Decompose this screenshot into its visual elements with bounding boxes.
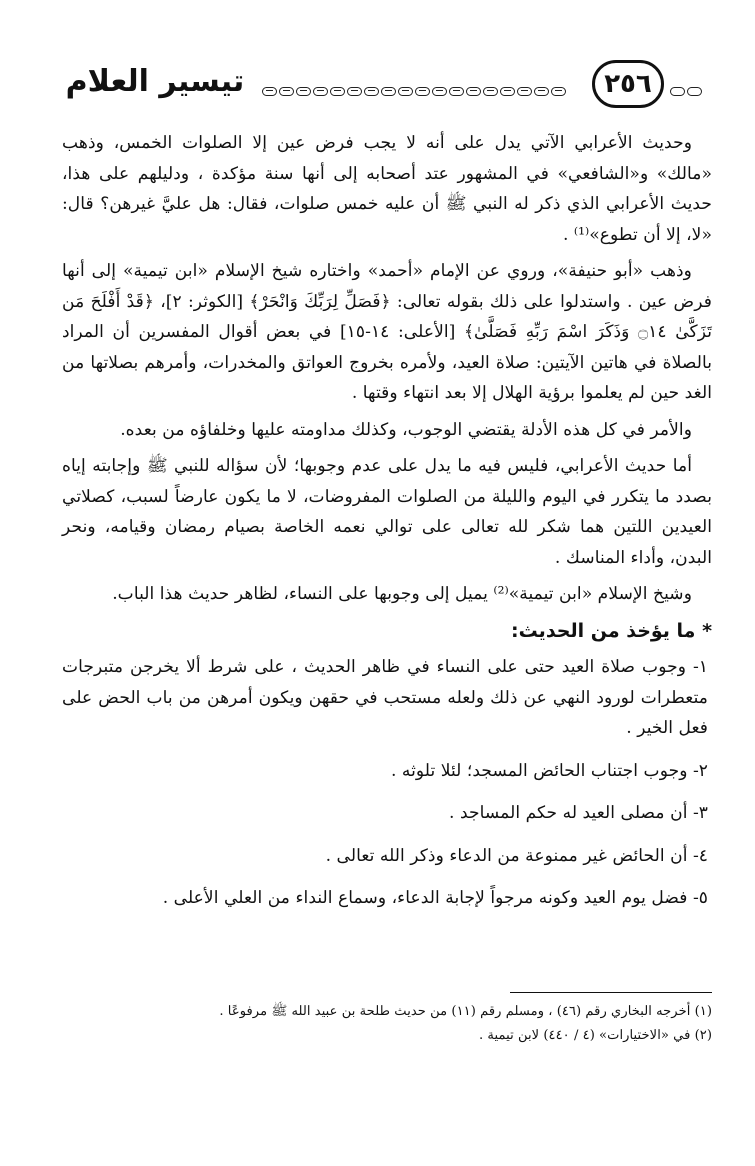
benefits-list — [62, 652, 712, 914]
paragraph: وذهب «أبو حنيفة»، وروي عن الإمام «أحمد» واختاره شيخ الإسلام «ابن تيمية» إلى أنها فرض عين . واستدلوا على ذلك بقوله تعالى: ﴿فَصَلِّ لِرَبِّكَ وَانْحَرْ﴾ [الكوثر: ٢]، ﴿قَدْ أَفْلَحَ مَن تَزَكَّىٰ ۝١٤ وَذَكَرَ اسْمَ رَبِّهِ فَصَلَّىٰ﴾ [الأعلى: ١٤-١٥] في بعض أقوال المفسرين أن المراد بالصلاة في هاتين الآيتين: صلاة العيد، ولأمره بخروج العواتق والمخدرات، وأمرهم بصلاتها من الغد حين لم يعلموا برؤية الهلال إلا بعد انتهاء وقتها . — [62, 261, 712, 403]
footnote-divider — [510, 992, 712, 993]
list-item: ٢- وجوب اجتناب الحائض المسجد؛ لئلا تلوثه . — [391, 760, 708, 781]
list-item: ٥- فضل يوم العيد وكونه مرجواً لإجابة الدعاء، وسماع النداء من العلي الأعلى . — [162, 888, 708, 908]
list-item: ٣- أن مصلى العيد له حكم المساجد . — [449, 803, 708, 823]
footnotes — [62, 1000, 712, 1048]
paragraph: وشيخ الإسلام «ابن تيمية»⁽²⁾ يميل إلى وجوبها على النساء، لظاهر حديث هذا الباب. — [112, 584, 692, 604]
section-heading: * ما يؤخذ من الحديث: — [510, 619, 712, 642]
list-item: ١- وجوب صلاة العيد حتى على النساء في ظاهر الحديث ، على شرط ألا يخرجن متبرجات متعطرات لورود النهي عن ذلك ولعله مستحب في حقهن ويكون أمرهن من باب الحض على فعل الخير . — [62, 657, 708, 738]
paragraph: والأمر في كل هذه الأدلة يقتضي الوجوب، وكذلك مداومته عليها وخلفاؤه من بعده. — [120, 419, 692, 440]
page-header — [0, 44, 755, 118]
paragraph: أما حديث الأعرابي، فليس فيه ما يدل على عدم وجوبها؛ لأن سؤاله للنبي ﷺ وإجابته إياه بصدد ما يتكرر في اليوم والليلة من الصلوات المفروضات، لا ما يكون عارضاً لسبب، كصلاتي العيدين اللتين هما شكر لله تعالى على توالي نعمه الخاصة بصيام رمضان وقيامه، ونحر البدن، وأداء المناسك . — [62, 456, 712, 568]
footnote: (١) أخرجه البخاري رقم (٤٦) ، ومسلم رقم (١١) من حديث طلحة بن عبيد الله ﷺ مرفوعًا . — [219, 1004, 712, 1019]
header-ornament-icon — [262, 87, 568, 101]
footnote: (٢) في «الاختيارات» (٤ / ٤٤٠) لابن تيمية . — [479, 1028, 712, 1043]
header-ornament-right-icon — [670, 87, 704, 96]
book-title: تيسير العلام — [65, 64, 245, 99]
list-item: ٤- أن الحائض غير ممنوعة من الدعاء وذكر الله تعالى . — [325, 845, 708, 866]
page-number: ٢٥٦ — [592, 60, 664, 108]
paragraph: وحديث الأعرابي الآتي يدل على أنه لا يجب فرض عين إلا الصلوات الخمس، وذهب «مالك» و«الشافعي» في المشهور عتد أصحابه إلى أنها سنة مؤكدة ، ودليلهم على هذا، حديث الأعرابي الذي ذكر له النبي ﷺ أن عليه خمس صلوات، فقال: هل عليَّ غيرهن؟ قال: «لا، إلا أن تطوع»⁽¹⁾ . — [62, 133, 712, 245]
main-text — [62, 128, 712, 926]
